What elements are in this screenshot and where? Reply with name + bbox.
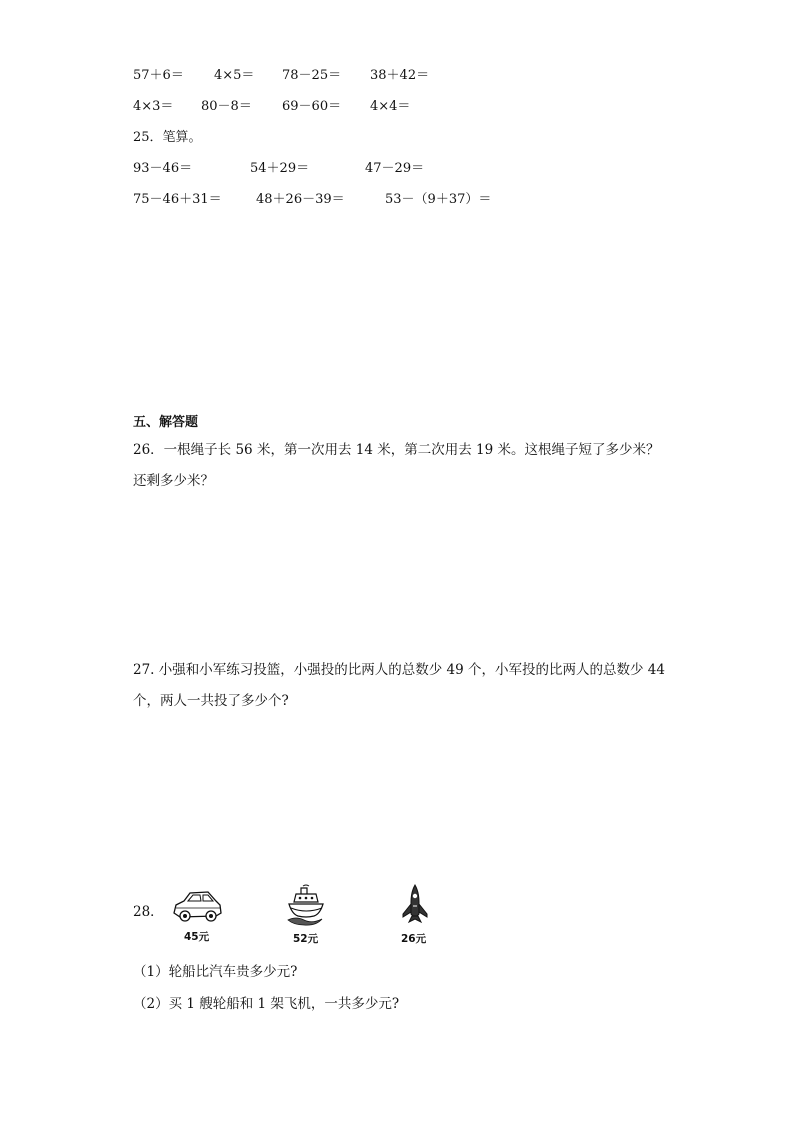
oral-problem: 69－60＝	[282, 99, 342, 114]
oral-problem: 4×3＝	[133, 99, 174, 114]
question-26-text: 26．一根绳子长 56 米，第一次用去 14 米，第二次用去 19 米。这根绳子短了多少米？	[133, 442, 660, 458]
written-problem: 48＋26－39＝	[256, 192, 345, 207]
oral-problem: 80－8＝	[201, 99, 252, 114]
written-problem: 53－（9＋37）＝	[385, 192, 492, 207]
airplane-icon	[401, 884, 429, 928]
oral-problem: 4×5＝	[214, 68, 255, 83]
car-icon	[170, 887, 224, 927]
section-heading: 五、解答题	[133, 415, 199, 430]
oral-problem: 78－25＝	[282, 68, 342, 83]
question-28-number: 28．	[133, 904, 164, 920]
written-problem: 47－29＝	[365, 161, 425, 176]
question-25-title: 25．笔算。	[133, 130, 202, 145]
written-problem: 75－46＋31＝	[133, 192, 222, 207]
written-problem: 54＋29＝	[250, 161, 310, 176]
question-27-text: 27. 小强和小军练习投篮，小强投的比两人的总数少 49 个，小军投的比两人的总数少 44	[133, 662, 665, 678]
ship-icon	[286, 884, 326, 928]
ship-price: 52元	[293, 933, 319, 945]
airplane-price: 26元	[401, 933, 427, 945]
question-27-text-cont: 个，两人一共投了多少个?	[133, 693, 289, 709]
oral-problem: 4×4＝	[370, 99, 411, 114]
written-problem: 93－46＝	[133, 161, 193, 176]
question-26-text-cont: 还剩多少米？	[133, 473, 214, 489]
oral-problem: 57＋6＝	[133, 68, 184, 83]
oral-problem: 38＋42＝	[370, 68, 430, 83]
question-28-sub1: （1）轮船比汽车贵多少元?	[133, 964, 298, 980]
car-price: 45元	[184, 931, 210, 943]
question-28-sub2: （2）买 1 艘轮船和 1 架飞机，一共多少元?	[133, 996, 400, 1012]
